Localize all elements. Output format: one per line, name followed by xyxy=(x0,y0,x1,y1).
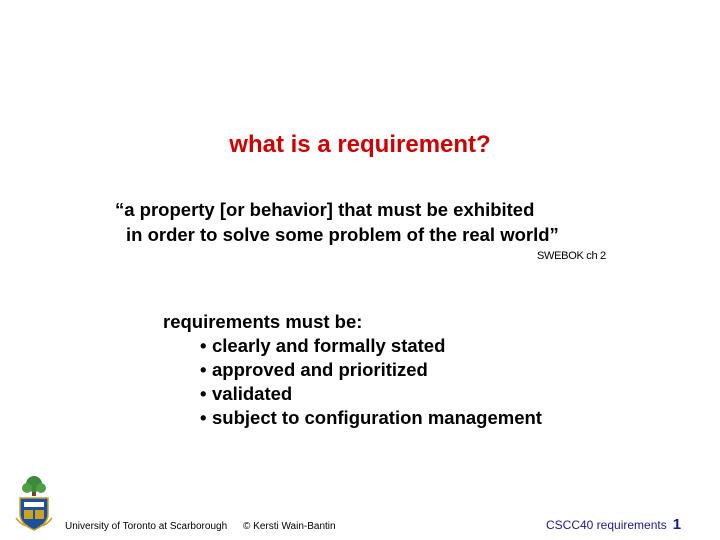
bullet-icon: • xyxy=(200,359,207,380)
requirements-list xyxy=(163,334,542,430)
requirement-item-text: approved and prioritized xyxy=(212,359,428,380)
requirement-item xyxy=(200,406,542,430)
requirements-heading: requirements must be: xyxy=(163,311,363,332)
definition-quote xyxy=(115,197,559,247)
requirement-item-text: clearly and formally stated xyxy=(212,335,446,356)
footer-institution: University of Toronto at Scarborough xyxy=(65,521,228,532)
page-number: 1 xyxy=(672,516,682,533)
requirement-item-text: validated xyxy=(212,383,293,404)
bullet-icon: • xyxy=(200,407,207,428)
bullet-icon: • xyxy=(200,383,207,404)
footer-copyright: © Kersti Wain-Bantin xyxy=(243,521,336,532)
requirement-item xyxy=(200,358,542,382)
quote-line-1: “a property [or behavior] that must be exhibited xyxy=(115,199,535,220)
slide-title-text: what is a requirement? xyxy=(229,131,491,158)
requirement-item xyxy=(200,334,542,358)
quote-citation: SWEBOK ch 2 xyxy=(537,250,606,262)
footer-course xyxy=(546,516,681,533)
requirements-list-block xyxy=(163,310,542,430)
quote-line-2: in order to solve some problem of the real world” xyxy=(126,224,559,245)
slide-title xyxy=(0,131,720,159)
requirement-item xyxy=(200,382,542,406)
university-crest-icon xyxy=(14,476,54,534)
requirement-item-text: subject to configuration management xyxy=(212,407,542,428)
bullet-icon: • xyxy=(200,335,207,356)
footer-course-label: CSCC40 requirements xyxy=(546,518,667,532)
